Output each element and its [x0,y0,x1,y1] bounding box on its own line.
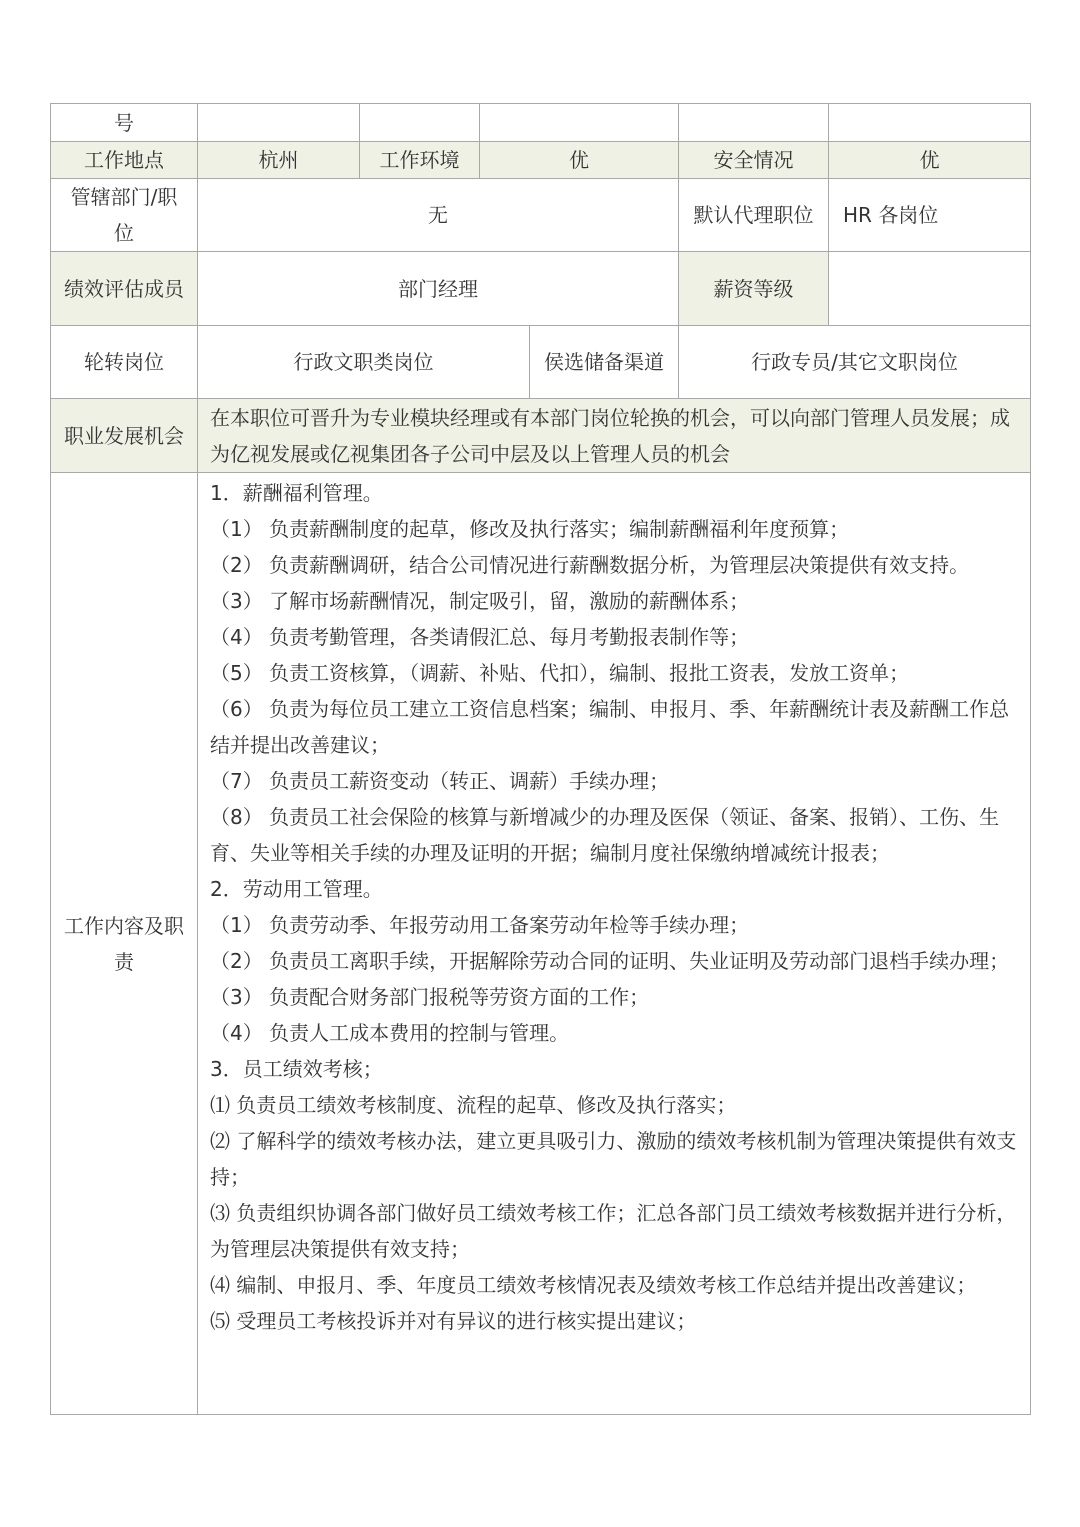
row-label: 号 [51,104,198,142]
empty-cell [480,104,679,142]
duty-item: （2） 负责薪酬调研，结合公司情况进行薪酬数据分析，为管理层决策提供有效支持。 [210,553,970,577]
duty-item: ⑴ 负责员工绩效考核制度、流程的起草、修改及执行落实； [210,1093,737,1117]
managed-dept-value: 无 [198,179,679,252]
empty-cell [198,104,360,142]
duty-item: ⑵ 了解科学的绩效考核办法，建立更具吸引力、激励的绩效考核机制为管理决策提供有效支持； [210,1129,1017,1189]
table-row [51,473,1031,1415]
duty-item: （6） 负责为每位员工建立工资信息档案；编制、申报月、季、年薪酬统计表及薪酬工作总结并提出改善建议； [210,697,1010,757]
table-row [51,179,1031,252]
duties-heading: 1．薪酬福利管理。 [210,481,383,505]
duty-item: （2） 负责员工离职手续，开据解除劳动合同的证明、失业证明及劳动部门退档手续办理； [210,949,1010,973]
table-row [51,252,1031,326]
duties-heading: 2．劳动用工管理。 [210,877,383,901]
job-description-table-wrapper [50,103,1030,1415]
job-description-table [50,103,1031,1415]
duty-item: ⑷ 编制、申报月、季、年度员工绩效考核情况表及绩效考核工作总结并提出改善建议； [210,1273,977,1297]
duty-item: （8） 负责员工社会保险的核算与新增减少的办理及医保（领证、备案、报销）、工伤、生育、失业等相关手续的办理及证明的开据；编制月度社保缴纳增减统计报表； [210,805,1000,865]
empty-cell [829,104,1031,142]
safety-label: 安全情况 [679,142,829,179]
work-location-value: 杭州 [198,142,360,179]
empty-cell [360,104,480,142]
managed-dept-label: 管辖部门/职位 [51,179,198,252]
default-proxy-value: HR 各岗位 [829,179,1031,252]
safety-value: 优 [829,142,1031,179]
duty-item: （3） 负责配合财务部门报税等劳资方面的工作； [210,985,650,1009]
table-row [51,399,1031,473]
performance-evaluator-label: 绩效评估成员 [51,252,198,326]
duty-item: （1） 负责薪酬制度的起草，修改及执行落实；编制薪酬福利年度预算； [210,517,850,541]
table-row [51,104,1031,142]
career-development-value: 在本职位可晋升为专业模块经理或有本部门岗位轮换的机会，可以向部门管理人员发展；成为亿视发展或亿视集团各子公司中层及以上管理人员的机会 [198,399,1031,473]
duties-heading: 3．员工绩效考核； [210,1057,383,1081]
work-environment-value: 优 [480,142,679,179]
performance-evaluator-value: 部门经理 [198,252,679,326]
career-development-label: 职业发展机会 [51,399,198,473]
duty-item: ⑸ 受理员工考核投诉并对有异议的进行核实提出建议； [210,1309,697,1333]
table-row [51,142,1031,179]
reserve-channel-label: 侯选储备渠道 [530,326,679,399]
duties-content [198,473,1031,1415]
duty-item: （4） 负责人工成本费用的控制与管理。 [210,1021,570,1045]
empty-cell [679,104,829,142]
duties-label: 工作内容及职责 [51,473,198,1415]
duty-item: ⑶ 负责组织协调各部门做好员工绩效考核工作；汇总各部门员工绩效考核数据并进行分析，为管理层决策提供有效支持； [210,1201,1017,1261]
rotation-value: 行政文职类岗位 [198,326,530,399]
duty-item: （4） 负责考勤管理，各类请假汇总、每月考勤报表制作等； [210,625,750,649]
rotation-label: 轮转岗位 [51,326,198,399]
default-proxy-label: 默认代理职位 [679,179,829,252]
salary-grade-value [829,252,1031,326]
duty-item: （3） 了解市场薪酬情况，制定吸引，留，激励的薪酬体系； [210,589,750,613]
salary-grade-label: 薪资等级 [679,252,829,326]
table-row [51,326,1031,399]
work-environment-label: 工作环境 [360,142,480,179]
reserve-channel-value: 行政专员/其它文职岗位 [679,326,1031,399]
duty-item: （1） 负责劳动季、年报劳动用工备案劳动年检等手续办理； [210,913,750,937]
work-location-label: 工作地点 [51,142,198,179]
duty-item: （5） 负责工资核算，（调薪、补贴、代扣），编制、报批工资表，发放工资单； [210,661,910,685]
duty-item: （7） 负责员工薪资变动（转正、调薪）手续办理； [210,769,670,793]
